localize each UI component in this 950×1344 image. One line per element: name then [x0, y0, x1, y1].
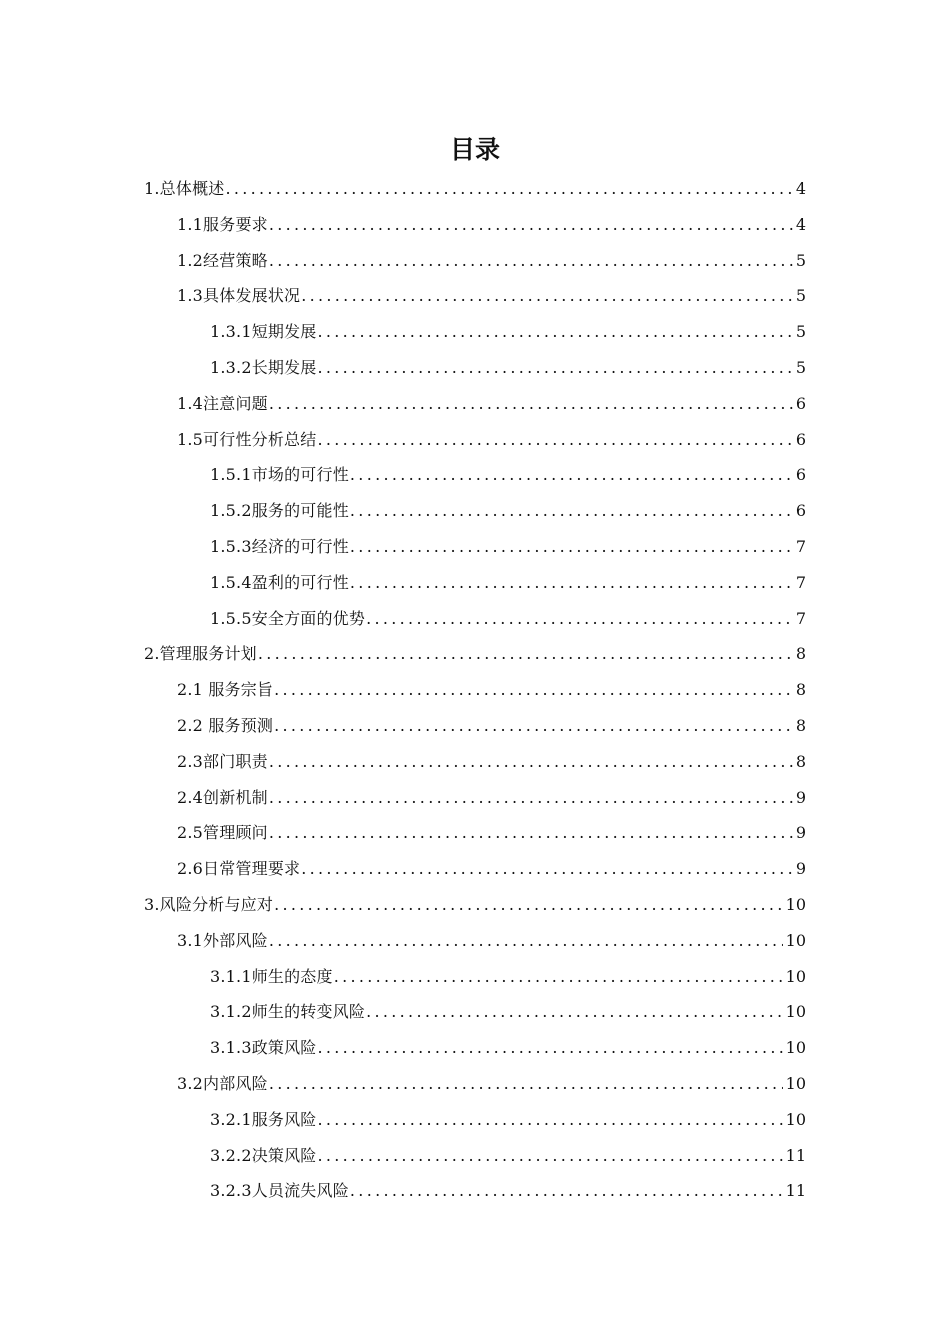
- toc-entry[interactable]: [0, 386, 950, 422]
- toc-entry-page-number: 10: [785, 966, 806, 986]
- dot-leader: [269, 243, 793, 279]
- toc-entry-label: 2.管理服务计划: [144, 644, 257, 664]
- toc-entry-label: 1.总体概述: [144, 179, 225, 198]
- toc-entry[interactable]: [0, 994, 950, 1030]
- toc-entry-label: 3.2.3人员流失风险: [210, 1181, 349, 1201]
- toc-entry-label: 2.1 服务宗旨: [177, 680, 274, 700]
- toc-entry-page-number: 7: [795, 608, 806, 628]
- toc-entry[interactable]: [0, 744, 950, 780]
- dot-leader: [269, 815, 793, 851]
- toc-entry[interactable]: [0, 529, 950, 565]
- dot-leader: [318, 1030, 783, 1066]
- toc-entry[interactable]: [0, 171, 950, 207]
- toc-entry[interactable]: [0, 672, 950, 708]
- dot-leader: [269, 1066, 783, 1102]
- dot-leader: [366, 994, 783, 1030]
- toc-entry-label: 3.2内部风险: [177, 1073, 268, 1093]
- toc-entry-label: 1.3.1短期发展: [210, 322, 317, 342]
- toc-entry[interactable]: [0, 457, 950, 493]
- toc-entry[interactable]: [0, 422, 950, 458]
- dot-leader: [350, 493, 793, 529]
- toc-entry-page-number: 6: [795, 429, 806, 449]
- toc-entry-page-number: 9: [795, 859, 806, 879]
- toc-entry[interactable]: [0, 601, 950, 637]
- toc-entry-page-number: 7: [795, 572, 806, 592]
- toc-entry-page-number: 11: [785, 1181, 806, 1201]
- toc-entry-page-number: 5: [795, 286, 806, 306]
- toc-entry-label: 2.2 服务预测: [177, 715, 274, 735]
- toc-entry-page-number: 5: [795, 357, 806, 377]
- toc-entry-page-number: 4: [795, 179, 806, 198]
- toc-entry-page-number: 8: [795, 680, 806, 700]
- toc-entry-page-number: 10: [785, 1038, 806, 1058]
- dot-leader: [269, 207, 793, 243]
- toc-entry-label: 1.5可行性分析总结: [177, 429, 317, 449]
- toc-entry-label: 1.5.1市场的可行性: [210, 465, 349, 485]
- toc-entry-page-number: 10: [785, 1073, 806, 1093]
- dot-leader: [350, 529, 793, 565]
- toc-entry[interactable]: [0, 314, 950, 350]
- toc-entry-page-number: 8: [795, 751, 806, 771]
- toc-entry-label: 3.2.2决策风险: [210, 1145, 317, 1165]
- dot-leader: [269, 386, 793, 422]
- toc-entry[interactable]: [0, 959, 950, 995]
- toc-entry-label: 3.1.2师生的转变风险: [210, 1002, 366, 1022]
- toc-entry-label: 1.1服务要求: [177, 214, 268, 234]
- toc-entry[interactable]: [0, 1173, 950, 1209]
- toc-entry-label: 3.1.3政策风险: [210, 1038, 317, 1058]
- toc-entry-page-number: 7: [795, 536, 806, 556]
- toc-entry[interactable]: [0, 350, 950, 386]
- dot-leader: [269, 780, 793, 816]
- dot-leader: [350, 565, 793, 601]
- dot-leader: [301, 851, 793, 887]
- dot-leader: [269, 744, 793, 780]
- dot-leader: [258, 636, 793, 672]
- dot-leader: [318, 350, 793, 386]
- dot-leader: [350, 457, 793, 493]
- toc-title: 目录: [449, 135, 500, 164]
- dot-leader: [269, 923, 783, 959]
- toc-entry-page-number: 4: [795, 214, 806, 234]
- dot-leader: [274, 708, 793, 744]
- dot-leader: [366, 601, 793, 637]
- toc-entry-page-number: 10: [785, 1002, 806, 1022]
- toc-entry-page-number: 6: [795, 465, 806, 485]
- toc-entry[interactable]: [0, 708, 950, 744]
- toc-entry-label: 1.5.5安全方面的优势: [210, 608, 366, 628]
- dot-leader: [274, 887, 783, 923]
- dot-leader: [318, 1138, 783, 1174]
- toc-entry-page-number: 10: [785, 1109, 806, 1129]
- dot-leader: [318, 1102, 783, 1138]
- toc-entry[interactable]: [0, 636, 950, 672]
- toc-entry-page-number: 8: [795, 715, 806, 735]
- toc-entry-label: 3.1.1师生的态度: [210, 966, 333, 986]
- toc-entry-page-number: 10: [785, 930, 806, 950]
- toc-entry[interactable]: [0, 243, 950, 279]
- toc-entry-label: 2.6日常管理要求: [177, 859, 301, 879]
- toc-entry-page-number: 11: [785, 1145, 806, 1165]
- toc-entry-page-number: 5: [795, 250, 806, 270]
- toc-entry[interactable]: [0, 887, 950, 923]
- dot-leader: [274, 672, 793, 708]
- toc-entry[interactable]: [0, 565, 950, 601]
- dot-leader: [350, 1173, 783, 1209]
- toc-entry-page-number: 10: [785, 894, 806, 914]
- toc-entry-label: 1.4注意问题: [177, 393, 268, 413]
- toc-entry-label: 3.2.1服务风险: [210, 1109, 317, 1129]
- toc-entry-label: 2.3部门职责: [177, 751, 268, 771]
- toc-entry[interactable]: [0, 278, 950, 314]
- dot-leader: [301, 278, 793, 314]
- toc-entry-label: 1.3具体发展状况: [177, 286, 301, 306]
- toc-entry-label: 3.1外部风险: [177, 930, 268, 950]
- toc-entry-label: 3.风险分析与应对: [144, 894, 274, 914]
- table-of-contents: [0, 171, 950, 1209]
- toc-entry[interactable]: [0, 923, 950, 959]
- dot-leader: [318, 314, 793, 350]
- toc-entry-label: 1.5.2服务的可能性: [210, 501, 349, 521]
- toc-entry-label: 2.4创新机制: [177, 787, 268, 807]
- toc-entry-label: 1.2经营策略: [177, 250, 268, 270]
- toc-entry-page-number: 6: [795, 501, 806, 521]
- toc-entry-label: 1.5.4盈利的可行性: [210, 572, 349, 592]
- toc-entry-page-number: 5: [795, 322, 806, 342]
- toc-entry[interactable]: [0, 207, 950, 243]
- toc-entry[interactable]: [0, 1066, 950, 1102]
- toc-entry[interactable]: [0, 1138, 950, 1174]
- toc-entry-label: 1.3.2长期发展: [210, 357, 317, 377]
- toc-entry-page-number: 9: [795, 787, 806, 807]
- dot-leader: [225, 171, 792, 207]
- dot-leader: [334, 959, 783, 995]
- toc-entry[interactable]: [0, 493, 950, 529]
- toc-entry[interactable]: [0, 851, 950, 887]
- toc-entry-page-number: 6: [795, 393, 806, 413]
- toc-entry[interactable]: [0, 1030, 950, 1066]
- toc-entry[interactable]: [0, 1102, 950, 1138]
- toc-entry-label: 2.5管理顾问: [177, 823, 268, 843]
- toc-entry-page-number: 9: [795, 823, 806, 843]
- toc-entry[interactable]: [0, 815, 950, 851]
- dot-leader: [317, 422, 792, 458]
- toc-entry-label: 1.5.3经济的可行性: [210, 536, 349, 556]
- toc-entry[interactable]: [0, 780, 950, 816]
- toc-entry-page-number: 8: [795, 644, 806, 664]
